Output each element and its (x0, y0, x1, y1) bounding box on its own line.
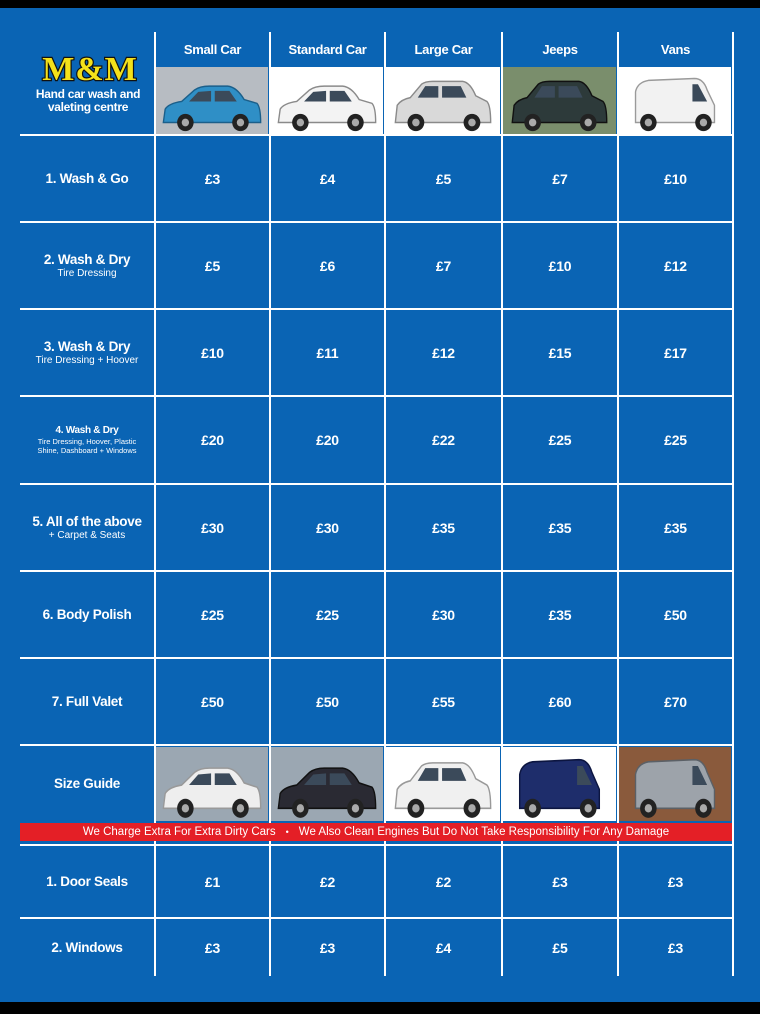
price-cell: £50 (664, 607, 687, 623)
price-cell: £50 (201, 694, 224, 710)
banner-separator: • (285, 827, 289, 837)
price-cell: £5 (435, 171, 452, 187)
extra-label-1: 1. Door Seals (46, 874, 128, 889)
service-name: 5. All of the above (32, 514, 142, 529)
notice-banner (20, 823, 732, 841)
service-name: 7. Full Valet (51, 694, 123, 709)
price-cell: £50 (316, 694, 339, 710)
transit-van-photo (503, 747, 616, 821)
price-cell: £60 (548, 694, 572, 710)
price-cell: £25 (664, 432, 687, 448)
price-cell: £20 (316, 432, 339, 448)
price-cell: £3 (552, 874, 568, 890)
service-label-3 (20, 310, 154, 396)
golf-hatchback-photo (156, 747, 268, 821)
service-label-4 (20, 397, 154, 483)
service-name: 1. Wash & Go (45, 171, 129, 186)
price-cell: £10 (201, 345, 224, 361)
price-cell: £10 (548, 258, 572, 274)
price-cell: £25 (548, 432, 572, 448)
price-cell: £4 (319, 171, 336, 187)
service-name: 2. Wash & Dry (43, 252, 131, 267)
brand-tagline: Hand car wash and valeting centre (35, 87, 141, 114)
extra-label-2: 2. Windows (51, 940, 123, 955)
size-guide-label: Size Guide (53, 776, 121, 791)
price-cell: £3 (667, 874, 684, 890)
service-name: 3. Wash & Dry (43, 339, 131, 354)
van-photo (619, 67, 731, 134)
price-cell: £3 (204, 171, 221, 187)
price-cell: £5 (204, 258, 221, 274)
price-cell: £2 (319, 874, 336, 890)
minibus-photo (619, 747, 731, 821)
price-cell: £55 (432, 694, 455, 710)
service-detail: Tire Dressing + Hoover (35, 355, 139, 366)
service-label-2 (20, 223, 154, 309)
service-name: 4. Wash & Dry (55, 425, 119, 436)
price-cell: £25 (316, 607, 339, 623)
column-header-3: Jeeps (542, 41, 578, 57)
price-cell: £10 (664, 171, 687, 187)
price-cell: £15 (548, 345, 572, 361)
price-cell: £35 (548, 607, 572, 623)
price-cell: £30 (201, 520, 224, 536)
service-label-6 (20, 572, 154, 658)
price-cell: £22 (432, 432, 455, 448)
service-detail: Tire Dressing (57, 268, 117, 279)
price-cell: £3 (319, 940, 336, 956)
price-cell: £12 (664, 258, 687, 274)
service-label-1 (20, 136, 154, 222)
price-cell: £3 (204, 940, 221, 956)
price-cell: £30 (432, 607, 455, 623)
small-hatchback-photo (156, 67, 268, 134)
price-cell: £1 (204, 874, 221, 890)
column-header-2: Large Car (414, 41, 473, 57)
price-cell: £7 (435, 258, 452, 274)
jeep-suv-photo (503, 67, 616, 134)
price-cell: £25 (201, 607, 224, 623)
price-cell: £11 (316, 345, 339, 361)
price-cell: £35 (664, 520, 687, 536)
column-header-0: Small Car (183, 41, 242, 57)
price-cell: £30 (316, 520, 339, 536)
price-cell: £17 (664, 345, 687, 361)
service-detail: Tire Dressing, Hoover, Plastic Shine, Dashboard + Windows (37, 437, 137, 455)
column-header-4: Vans (660, 41, 691, 57)
price-cell: £7 (552, 171, 568, 187)
svg-text:M&M: M&M (42, 51, 138, 86)
banner-right-text: We Also Clean Engines But Do Not Take Responsibility For Any Damage (298, 826, 670, 838)
large-mpv-photo (386, 67, 500, 134)
service-label-5 (20, 485, 154, 571)
price-cell: £4 (435, 940, 452, 956)
price-cell: £2 (435, 874, 452, 890)
audi-sedan-photo (271, 747, 383, 821)
mm-logo (32, 50, 148, 86)
price-cell: £70 (664, 694, 687, 710)
price-cell: £3 (667, 940, 684, 956)
price-cell: £12 (432, 345, 455, 361)
price-cell: £35 (432, 520, 455, 536)
price-cell: £20 (201, 432, 224, 448)
service-label-7 (20, 659, 154, 745)
standard-sedan-photo (271, 67, 383, 134)
banner-left-text: We Charge Extra For Extra Dirty Cars (82, 826, 276, 838)
price-cell: £6 (319, 258, 336, 274)
service-name: 6. Body Polish (42, 607, 132, 622)
column-header-1: Standard Car (288, 41, 367, 57)
price-cell: £35 (548, 520, 572, 536)
price-cell: £5 (552, 940, 568, 956)
suv-photo (386, 747, 500, 821)
service-detail: + Carpet & Seats (48, 530, 126, 541)
